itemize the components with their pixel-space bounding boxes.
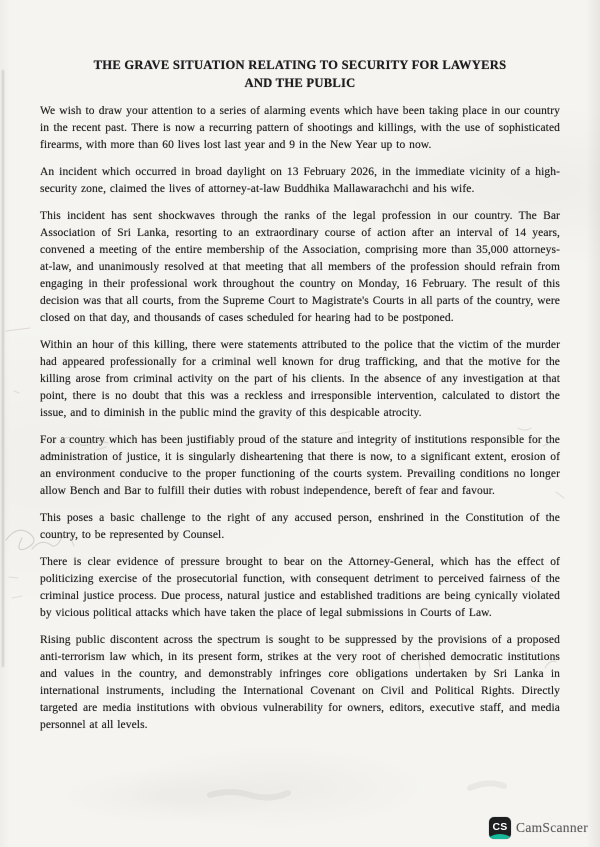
document-title-line1: THE GRAVE SITUATION RELATING TO SECURITY FOR LAWYERS xyxy=(93,58,507,72)
document-title-line2: AND THE PUBLIC xyxy=(244,76,356,90)
camscanner-icon-swoosh xyxy=(489,834,511,839)
document-paragraph: We wish to draw your attention to a series of alarming events which have been taking place in our country in the recent past. There is now a recurring pattern of shootings and killings, with the use of sophisticated firearms, with more than 60 lives lost last year and 9 in the New Year up to now. xyxy=(40,105,560,151)
document-paragraph: This incident has sent shockwaves through the ranks of the legal profession in our country. The Bar Association of Sri Lanka, resorting to an extraordinary course of action after an interval of 14 years, convened a meeting of the entire membership of the Association, comprising more than 35,000 attorneys- at-law, and unanimously resolved at that meeting that all members of the profession should refrain from engaging in their professional work throughout the country on Monday, 16 February. The result of this decision was that all courts, from the Supreme Court to Magistrate's Courts in all parts of the country, were closed on that day, and thousands of cases scheduled for hearing had to be postponed. xyxy=(40,210,560,324)
document-content xyxy=(40,0,560,744)
camscanner-icon xyxy=(489,817,511,839)
camscanner-icon-letters: CS xyxy=(492,821,508,833)
document-paragraph: This poses a basic challenge to the right of any accused person, enshrined in the Constitution of the country, to be represented by Counsel. xyxy=(40,512,560,541)
document-paragraph: Within an hour of this killing, there were statements attributed to the police that the victim of the murder had appeared professionally for a criminal well known for drug trafficking, and that the motive for the killing arose from criminal activity on the part of his clients. In the absence of any investigation at that point, there is no doubt that this was a reckless and irresponsible intervention, calculated to distort the issue, and to diminish in the public mind the gravity of this despicable atrocity. xyxy=(40,339,560,419)
camscanner-label: CamScanner xyxy=(516,820,588,835)
document-body xyxy=(40,103,560,734)
document-title xyxy=(40,56,560,92)
camscanner-watermark xyxy=(489,817,588,839)
document-paragraph: An incident which occurred in broad daylight on 13 February 2026, in the immediate vicinity of a high- security zone, claimed the lives of attorney-at-law Buddhika Mallawarachchi and his wife. xyxy=(40,166,560,195)
document-paragraph: There is clear evidence of pressure brought to bear on the Attorney-General, which has the effect of politicizing exercise of the prosecutorial function, with consequent detriment to perceived fairness of the criminal justice process. Due process, natural justice and established traditions are being cynically violated by vicious political attacks which have taken the place of legal submissions in Courts of Law. xyxy=(40,556,560,619)
scan-edge-artifact xyxy=(2,70,4,667)
document-paragraph: Rising public discontent across the spectrum is sought to be suppressed by the provisions of a proposed anti-terrorism law which, in its present form, strikes at the very root of cherished democratic institutions and values in the country, and demonstrably infringes core obligations undertaken by Sri Lanka in international instruments, including the International Covenant on Civil and Political Rights. Directly targeted are media institutions with obvious vulnerability for owners, editors, executive staff, and media personnel at all levels. xyxy=(40,634,560,731)
document-paragraph: For a country which has been justifiably proud of the stature and integrity of institutions responsible for the administration of justice, it is singularly disheartening that there is now, to a significant extent, erosion of an environment conducive to the proper functioning of the courts system. Prevailing conditions no longer allow Bench and Bar to fulfill their duties with robust independence, bereft of fear and favour. xyxy=(40,434,560,497)
